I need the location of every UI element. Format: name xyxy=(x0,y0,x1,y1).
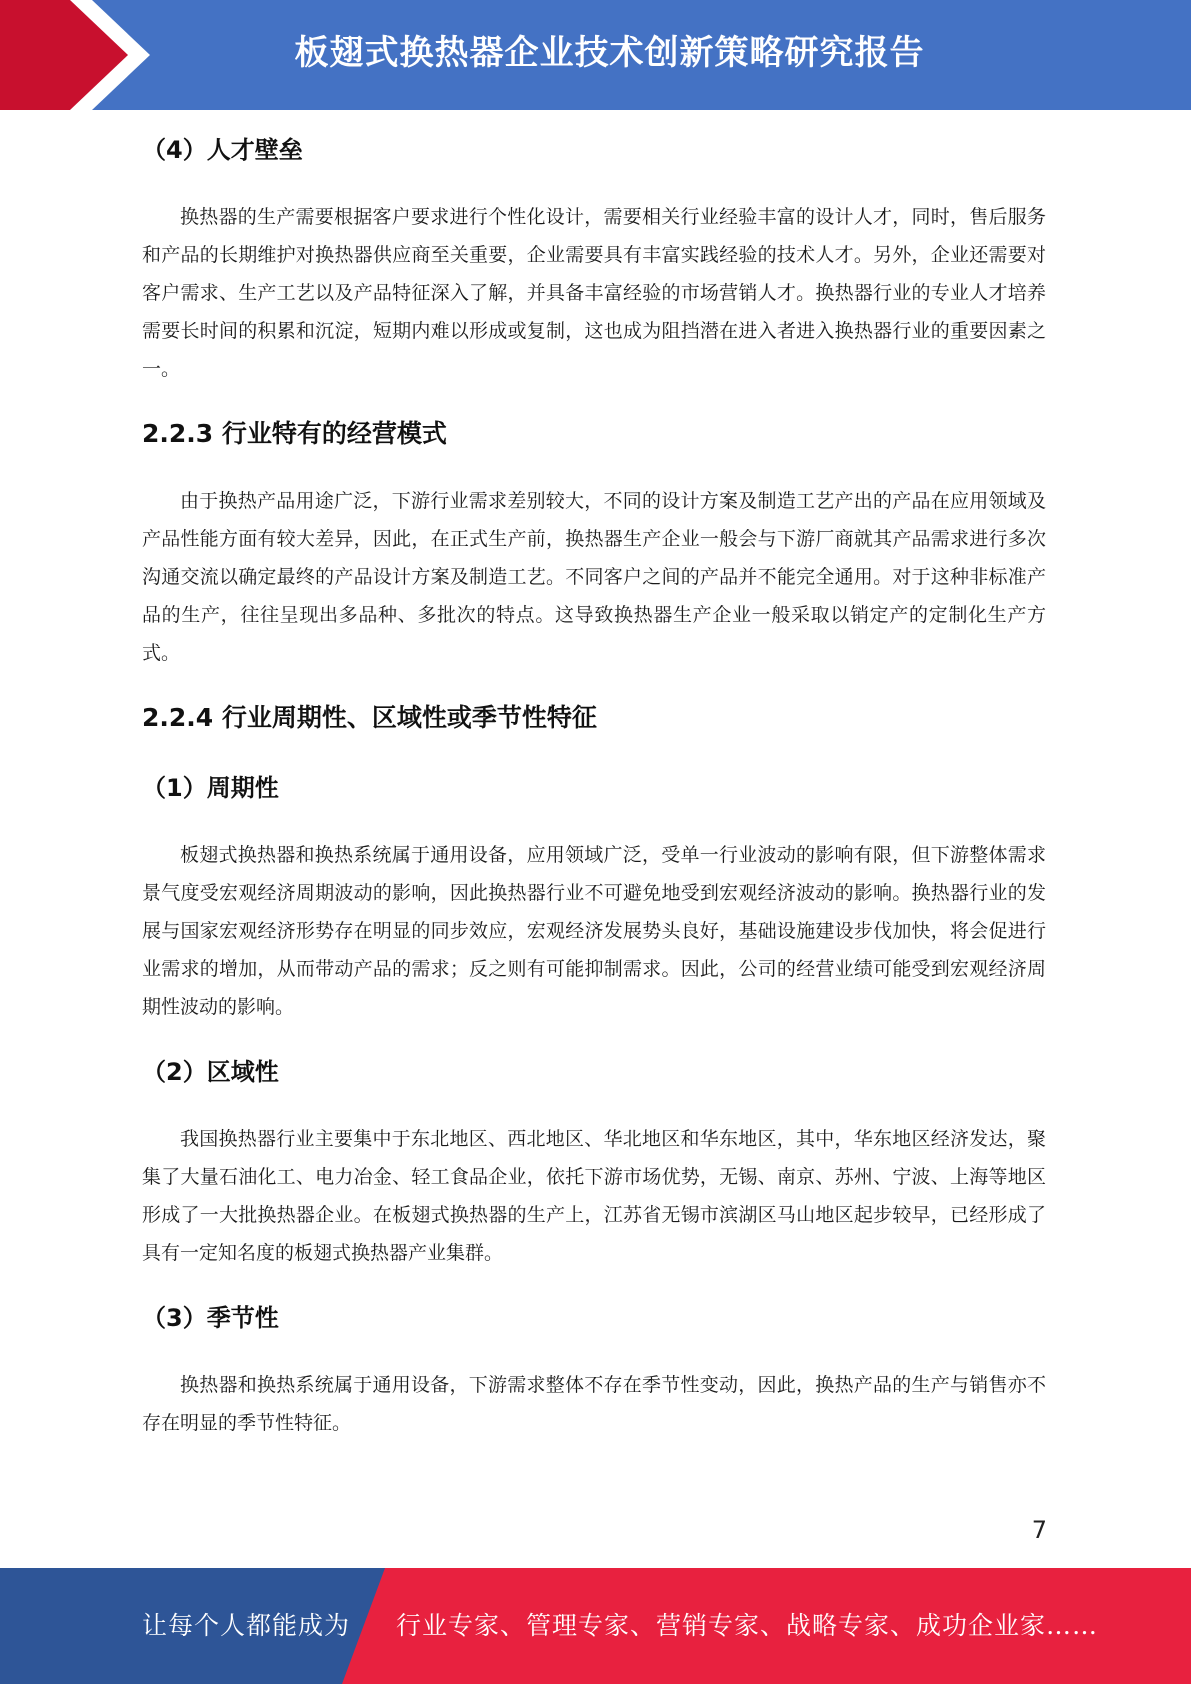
paragraph-regionality: 我国换热器行业主要集中于东北地区、西北地区、华北地区和华东地区，其中，华东地区经济发达，聚集了大量石油化工、电力冶金、轻工食品企业，依托下游市场优势，无锡、南京、苏州、宁波、上海等地区形成了一大批换热器企业。在板翅式换热器的生产上，江苏省无锡市滨湖区马山地区起步较早，已经形成了具有一定知名度的板翅式换热器产业集群。 xyxy=(142,1128,1046,1264)
heading-cyclicality: （1）周期性 xyxy=(142,774,279,802)
paragraph-cyclicality: 板翅式换热器和换热系统属于通用设备，应用领域广泛，受单一行业波动的影响有限，但下游整体需求景气度受宏观经济周期波动的影响，因此换热器行业不可避免地受到宏观经济波动的影响。换热器行业的发展与国家宏观经济形势存在明显的同步效应，宏观经济发展势头良好，基础设施建设步伐加快，将会促进行业需求的增加，从而带动产品的需求；反之则有可能抑制需求。因此，公司的经营业绩可能受到宏观经济周期性波动的影响。 xyxy=(142,844,1046,1018)
document-body xyxy=(142,128,1046,1442)
paragraph-talent-barrier: 换热器的生产需要根据客户要求进行个性化设计，需要相关行业经验丰富的设计人才，同时，售后服务和产品的长期维护对换热器供应商至关重要，企业需要具有丰富实践经验的技术人才。另外，企业还需要对客户需求、生产工艺以及产品特征深入了解，并具备丰富经验的市场营销人才。换热器行业的专业人才培养需要长时间的积累和沉淀，短期内难以形成或复制，这也成为阻挡潜在进入者进入换热器行业的重要因素之一。 xyxy=(142,206,1046,380)
footer-slogan-left: 让每个人都能成为 xyxy=(142,1611,351,1640)
heading-talent-barrier: （4）人才壁垒 xyxy=(142,136,303,164)
heading-seasonality: （3）季节性 xyxy=(142,1304,279,1332)
report-footer xyxy=(0,1568,1191,1684)
paragraph-seasonality: 换热器和换热系统属于通用设备，下游需求整体不存在季节性变动，因此，换热产品的生产与销售亦不存在明显的季节性特征。 xyxy=(142,1374,1046,1434)
section-heading-2-2-3: 2.2.3 行业特有的经营模式 xyxy=(142,419,447,448)
heading-regionality: （2）区域性 xyxy=(142,1058,279,1086)
paragraph-business-model: 由于换热产品用途广泛，下游行业需求差别较大，不同的设计方案及制造工艺产出的产品在应用领域及产品性能方面有较大差异，因此，在正式生产前，换热器生产企业一般会与下游厂商就其产品需求进行多次沟通交流以确定最终的产品设计方案及制造工艺。不同客户之间的产品并不能完全通用。对于这种非标准产品的生产，往往呈现出多品种、多批次的特点。这导致换热器生产企业一般采取以销定产的定制化生产方式。 xyxy=(142,490,1046,664)
footer-slogan-right: 行业专家、管理专家、营销专家、战略专家、成功企业家…… xyxy=(396,1611,1099,1640)
report-title: 板翅式换热器企业技术创新策略研究报告 xyxy=(294,33,925,73)
page-number: 7 xyxy=(1031,1516,1047,1544)
section-heading-2-2-4: 2.2.4 行业周期性、区域性或季节性特征 xyxy=(142,703,597,732)
report-header xyxy=(0,0,1191,110)
